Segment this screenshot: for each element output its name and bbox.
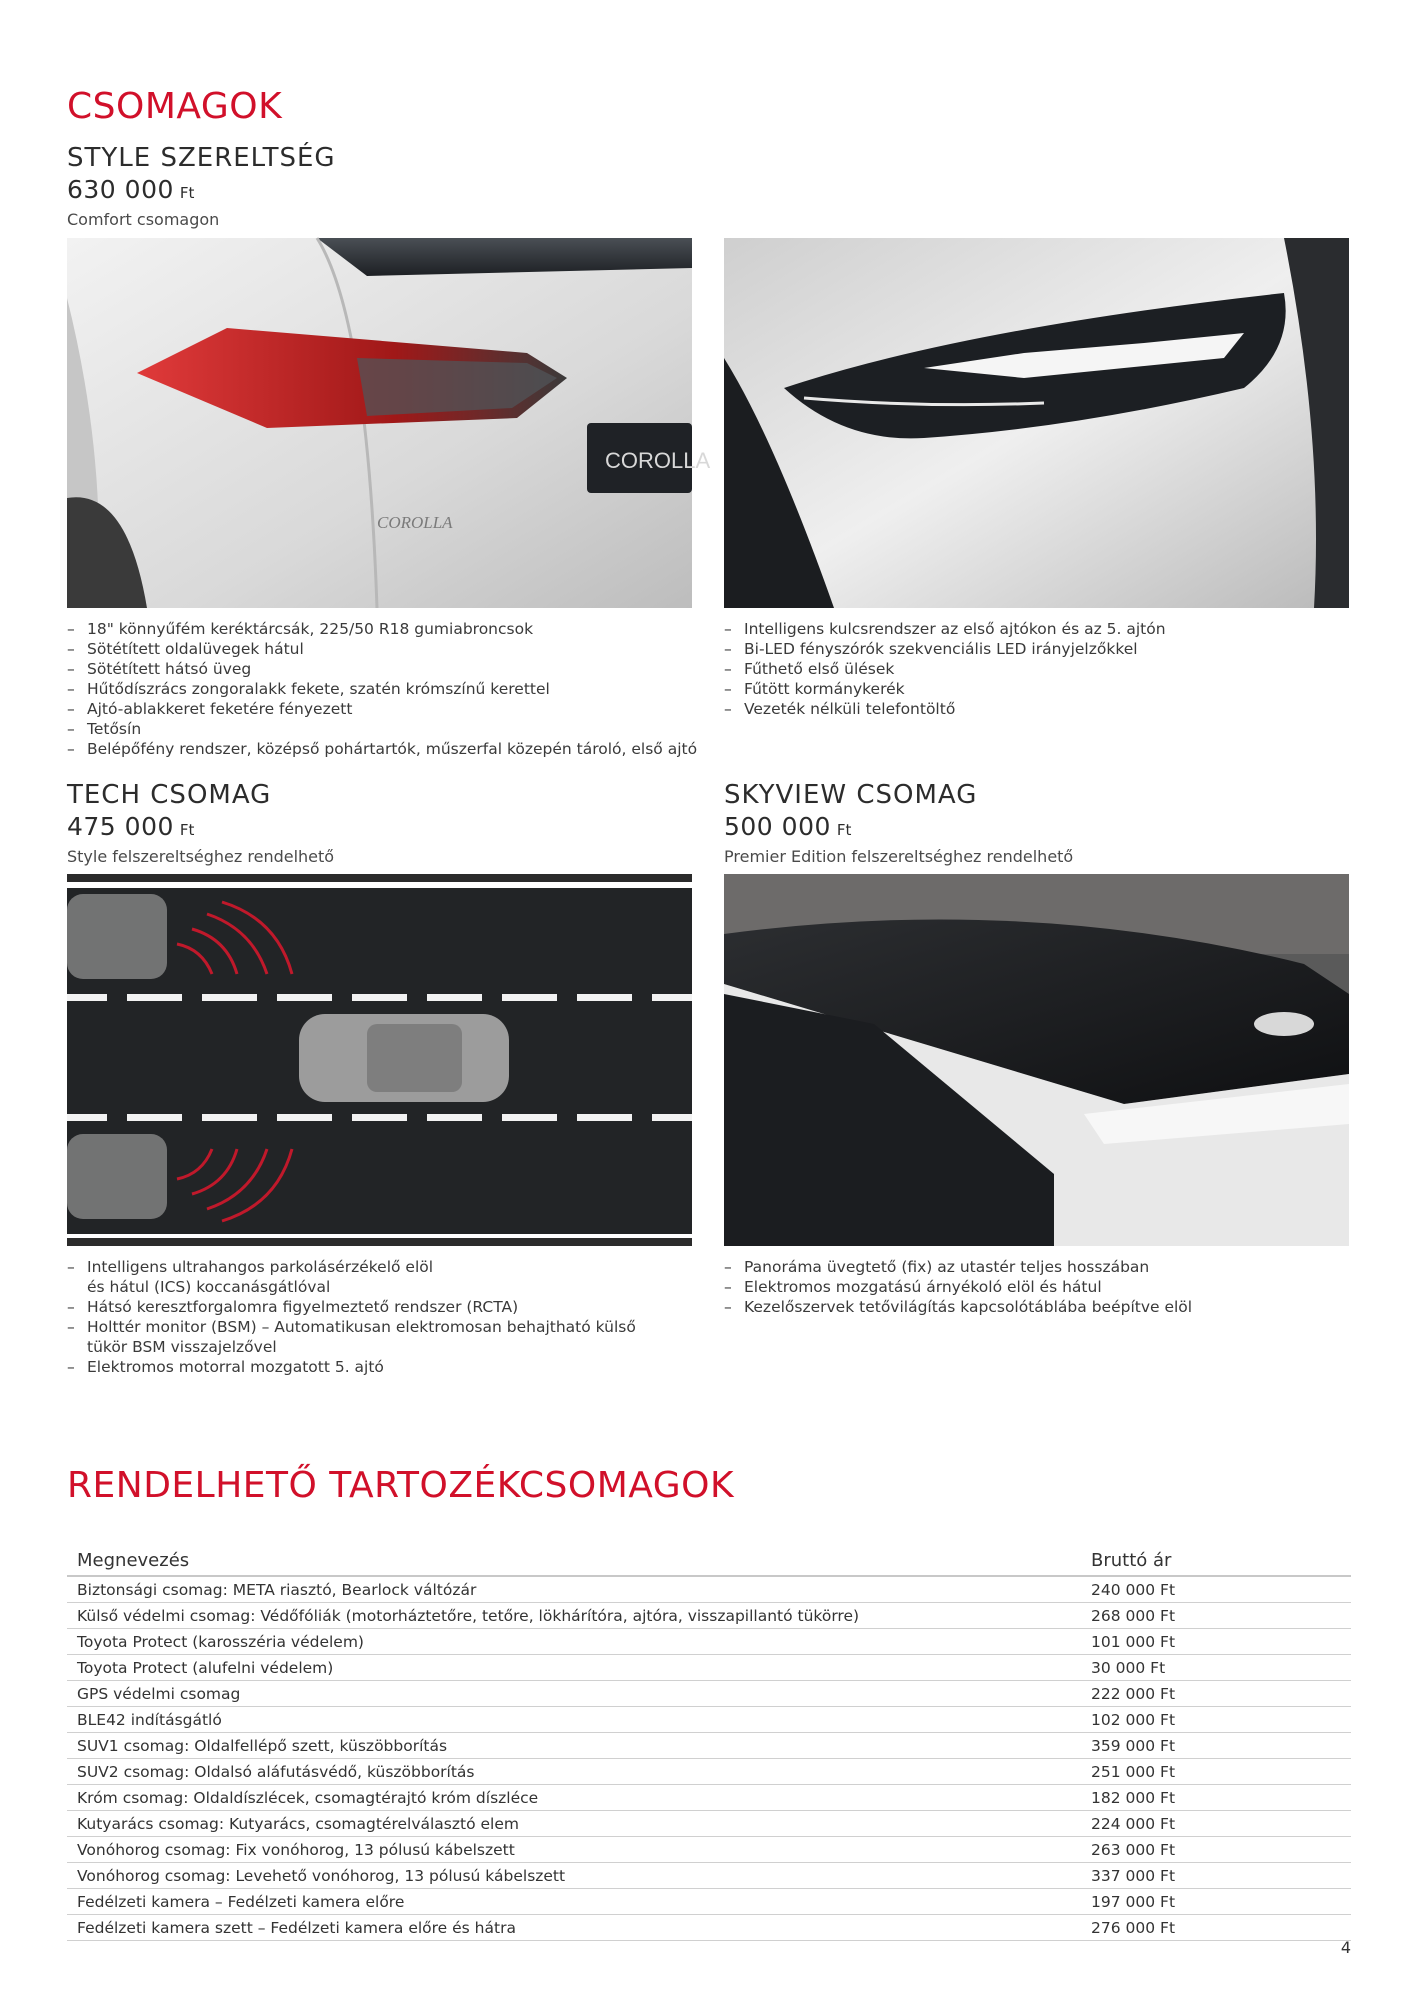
- page-number: 4: [1340, 1938, 1351, 1957]
- table-row: [67, 1811, 1351, 1837]
- tech-package-title: TECH CSOMAG: [67, 780, 272, 810]
- row-name: SUV2 csomag: Oldalsó aláfutásvédő, küszöbborítás: [67, 1759, 1081, 1785]
- skyview-price-currency: Ft: [836, 821, 852, 839]
- row-price: 224 000 Ft: [1081, 1811, 1351, 1837]
- row-price: 337 000 Ft: [1081, 1863, 1351, 1889]
- row-name: Külső védelmi csomag: Védőfóliák (motorháztetőre, tetőre, lökhárítóra, ajtóra, visszapillantó tükörre): [67, 1603, 1081, 1629]
- row-price: 240 000 Ft: [1081, 1576, 1351, 1603]
- table-row: [67, 1915, 1351, 1941]
- list-item: [67, 1357, 692, 1377]
- list-item-line: Holttér monitor (BSM) – Automatikusan elektromosan behajtható külső: [87, 1318, 636, 1336]
- tech-package-note: Style felszereltséghez rendelhető: [67, 847, 335, 866]
- skyview-package-note: Premier Edition felszereltséghez rendelhető: [724, 847, 1074, 866]
- parking-sensor-diagram: [67, 874, 692, 1246]
- list-item-line: Elektromos motorral mozgatott 5. ajtó: [87, 1358, 384, 1376]
- list-item: – 18" könnyűfém keréktárcsák, 225/50 R18 gumiabroncsok: [67, 619, 707, 639]
- tech-package-price: [67, 812, 194, 841]
- taillight-photo: [67, 238, 711, 608]
- accessories-table: [67, 1535, 1351, 1941]
- row-name: BLE42 indításgátló: [67, 1707, 1081, 1733]
- list-item: – Belépőfény rendszer, középső pohártartók, műszerfal közepén tároló, első ajtó: [67, 739, 707, 759]
- list-item-continuation: tükör BSM visszajelzővel: [87, 1338, 277, 1356]
- skyview-price-value: 500 000: [724, 812, 831, 841]
- row-name: Fedélzeti kamera – Fedélzeti kamera előre: [67, 1889, 1081, 1915]
- page-title: CSOMAGOK: [67, 86, 283, 127]
- row-name: Vonóhorog csomag: Fix vonóhorog, 13 pólusú kábelszett: [67, 1837, 1081, 1863]
- table-row: [67, 1576, 1351, 1603]
- row-price: 182 000 Ft: [1081, 1785, 1351, 1811]
- list-item: – Tetősín: [67, 719, 707, 739]
- row-name: Króm csomag: Oldaldíszlécek, csomagtérajtó króm díszléce: [67, 1785, 1081, 1811]
- skyview-package-title: SKYVIEW CSOMAG: [724, 780, 978, 810]
- style-price-currency: Ft: [179, 184, 195, 202]
- headlight-illustration: [724, 238, 1349, 608]
- list-item: – Vezeték nélküli telefontöltő: [724, 699, 1349, 719]
- accessories-title: RENDELHETŐ TARTOZÉKCSOMAGOK: [67, 1465, 735, 1506]
- table-row: [67, 1603, 1351, 1629]
- list-item: – Fűtött kormánykerék: [724, 679, 1349, 699]
- road-illustration: [67, 874, 692, 1246]
- list-item: – Sötétített hátsó üveg: [67, 659, 707, 679]
- list-item: – Hűtődíszrács zongoralakk fekete, szatén krómszínű kerettel: [67, 679, 707, 699]
- row-name: Biztonsági csomag: META riasztó, Bearlock váltózár: [67, 1576, 1081, 1603]
- row-price: 268 000 Ft: [1081, 1603, 1351, 1629]
- table-row: [67, 1837, 1351, 1863]
- list-item: [67, 1317, 692, 1357]
- column-header-price: Bruttó ár: [1081, 1535, 1351, 1576]
- table-row: [67, 1785, 1351, 1811]
- row-name: Vonóhorog csomag: Levehető vonóhorog, 13 pólusú kábelszett: [67, 1863, 1081, 1889]
- table-row: [67, 1655, 1351, 1681]
- row-price: 197 000 Ft: [1081, 1889, 1351, 1915]
- row-name: GPS védelmi csomag: [67, 1681, 1081, 1707]
- row-price: 263 000 Ft: [1081, 1837, 1351, 1863]
- style-package-note: Comfort csomagon: [67, 210, 220, 229]
- style-features-left: [67, 619, 707, 759]
- list-item: – Kezelőszervek tetővilágítás kapcsolótáblába beépítve elöl: [724, 1297, 1349, 1317]
- row-name: Toyota Protect (alufelni védelem): [67, 1655, 1081, 1681]
- table-row: [67, 1889, 1351, 1915]
- list-item-continuation: és hátul (ICS) koccanásgátlóval: [87, 1278, 331, 1296]
- table-row: [67, 1707, 1351, 1733]
- list-item-line: Hátsó keresztforgalomra figyelmeztető rendszer (RCTA): [87, 1298, 519, 1316]
- roof-illustration: [724, 874, 1349, 1246]
- row-price: 251 000 Ft: [1081, 1759, 1351, 1785]
- skyview-features: [724, 1257, 1349, 1317]
- row-name: SUV1 csomag: Oldalfellépő szett, küszöbborítás: [67, 1733, 1081, 1759]
- table-header-row: [67, 1535, 1351, 1576]
- style-price-value: 630 000: [67, 175, 174, 204]
- skyview-package-price: [724, 812, 851, 841]
- style-features-right: [724, 619, 1349, 719]
- emblem-text: COROLLA: [377, 513, 453, 532]
- list-item-line: Intelligens ultrahangos parkolásérzékelő elöl: [87, 1258, 434, 1276]
- list-item: [67, 1297, 692, 1317]
- list-item: – Panoráma üvegtető (fix) az utastér teljes hosszában: [724, 1257, 1349, 1277]
- panoramic-roof-photo: [724, 874, 1349, 1246]
- headlight-photo: [724, 238, 1349, 608]
- style-package-title: STYLE SZERELTSÉG: [67, 143, 336, 173]
- list-item: – Fűthető első ülések: [724, 659, 1349, 679]
- row-price: 222 000 Ft: [1081, 1681, 1351, 1707]
- row-name: Fedélzeti kamera szett – Fedélzeti kamera előre és hátra: [67, 1915, 1081, 1941]
- row-price: 101 000 Ft: [1081, 1629, 1351, 1655]
- list-item: – Elektromos mozgatású árnyékoló elöl és hátul: [724, 1277, 1349, 1297]
- tech-price-value: 475 000: [67, 812, 174, 841]
- table-row: [67, 1863, 1351, 1889]
- table-row: [67, 1681, 1351, 1707]
- list-item: – Ajtó-ablakkeret feketére fényezett: [67, 699, 707, 719]
- list-item: – Bi-LED fényszórók szekvenciális LED irányjelzőkkel: [724, 639, 1349, 659]
- table-row: [67, 1759, 1351, 1785]
- list-item: [67, 1257, 692, 1297]
- tech-price-currency: Ft: [179, 821, 195, 839]
- table-row: [67, 1629, 1351, 1655]
- row-price: 102 000 Ft: [1081, 1707, 1351, 1733]
- style-package-price: [67, 175, 194, 204]
- tech-features: [67, 1257, 692, 1377]
- list-item: – Sötétített oldalüvegek hátul: [67, 639, 707, 659]
- row-name: Toyota Protect (karosszéria védelem): [67, 1629, 1081, 1655]
- row-price: 359 000 Ft: [1081, 1733, 1351, 1759]
- row-price: 276 000 Ft: [1081, 1915, 1351, 1941]
- row-price: 30 000 Ft: [1081, 1655, 1351, 1681]
- badge-text: COROLLA: [605, 448, 711, 473]
- column-header-name: Megnevezés: [67, 1535, 1081, 1576]
- table-row: [67, 1733, 1351, 1759]
- list-item: – Intelligens kulcsrendszer az első ajtókon és az 5. ajtón: [724, 619, 1349, 639]
- row-name: Kutyarács csomag: Kutyarács, csomagtérelválasztó elem: [67, 1811, 1081, 1837]
- taillight-illustration: [67, 238, 711, 608]
